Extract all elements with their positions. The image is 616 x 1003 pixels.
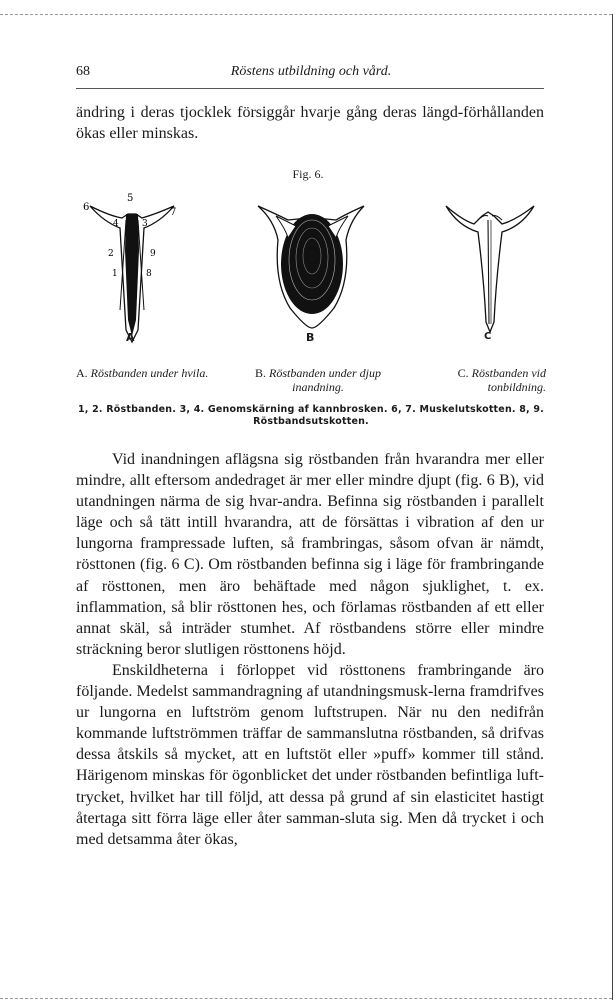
caption-c-letter: C. xyxy=(457,366,469,380)
page-edge-top xyxy=(0,14,612,15)
figure-panel-c xyxy=(440,190,540,350)
caption-c xyxy=(410,366,546,394)
figure-b-letter: B xyxy=(306,331,315,344)
figure-a-number-8: 8 xyxy=(146,269,152,279)
paragraph-main-1: Vid inandningen aflägsna sig röstbanden från hvarandra mer eller mindre, allt eftersom andedraget är mer eller mindre djupt (fig. 6 B), vid utandningen närma de sig hvar-andra. Befinna sig röstbanden i parallelt läge och så tätt intill hvarandra, att de försättas i vibration af den ur lungorna frampressade luften, så frambringas, såsom ofvan är nämdt, rösttonen (fig. 6 C). Om röstbanden befinna sig i läge för frambringande af rösttonen, men äro behäftade med någon sjuklighet, t. ex. inflammation, så blir rösttonen hes, och förlamas röstbanden af ett eller annat skäl, så inträder stumhet. Af röstbandens större eller mindre sträckning beror slutligen rösttonens höjd. xyxy=(76,451,544,658)
caption-c-text: Röstbanden vid tonbildning. xyxy=(471,366,546,394)
main-text xyxy=(76,449,544,850)
caption-b-letter: B. xyxy=(254,366,266,380)
figure-a-drawing xyxy=(82,190,182,350)
figure-c-letter: C xyxy=(484,331,492,342)
figure-a-number-6: 6 xyxy=(83,202,90,213)
caption-a xyxy=(76,366,216,380)
running-title: Röstens utbildning och vård. xyxy=(230,64,392,79)
paragraph-main-2: Enskildheterna i förloppet vid rösttonens frambringande äro följande. Medelst sammandragning af utandningsmusk-lerna framdrifves ur lungorna en luftström genom luftstrupen. När nu den nedifrån kommande luftströmmen träffar de sammanslutna röstbanden, så drifvas dessa åtskils så mycket, att en luftstöt eller »puff» kommer till stånd. Härigenom minskas för ögonblicket det under röstbanden befintliga luft-trycket, hvilket har till följd, att dessa på grund af sin elasticitet hastigt återtaga sitt förra läge eller åter samman-sluta sig. Men då trycket i och med detsamma åter ökas, xyxy=(76,661,544,848)
figure-a-number-1: 1 xyxy=(112,269,118,279)
caption-b xyxy=(238,366,398,394)
figure-legend: 1, 2. Röstbanden. 3, 4. Genomskärning af kannbrosken. 6, 7. Muskelutskotten. 8, 9. Röstbandsutskotten. xyxy=(78,404,544,427)
figure-a-number-4: 4 xyxy=(113,219,119,229)
paragraph-top-text: ändring i deras tjocklek försiggår hvarje gång deras längd-förhållanden ökas eller minskas. xyxy=(76,104,544,143)
paragraph-top xyxy=(76,102,544,144)
figure-a-letter: A xyxy=(126,331,135,344)
caption-a-text: Röstbanden under hvila. xyxy=(90,366,209,380)
figure-a-number-9: 9 xyxy=(150,249,156,259)
figure-c-drawing xyxy=(440,190,540,350)
figure-panel-b xyxy=(256,190,366,350)
figure-a-number-2: 2 xyxy=(108,249,114,259)
figure-label: Fig. 6. xyxy=(292,167,324,181)
header-rule xyxy=(76,88,544,89)
figure-a-number-7: 7 xyxy=(170,207,177,218)
figure-a-number-3: 3 xyxy=(142,219,148,229)
page-edge-right xyxy=(612,14,613,1000)
caption-a-letter: A. xyxy=(76,366,88,380)
page-header xyxy=(76,64,546,86)
figure-panel-a xyxy=(82,190,182,350)
figure-a-number-5: 5 xyxy=(127,193,134,204)
caption-b-text: Röstbanden under djup inandning. xyxy=(269,366,381,394)
figure-b-drawing xyxy=(256,190,366,350)
page-number: 68 xyxy=(76,64,90,79)
page-edge-bottom xyxy=(0,998,612,999)
